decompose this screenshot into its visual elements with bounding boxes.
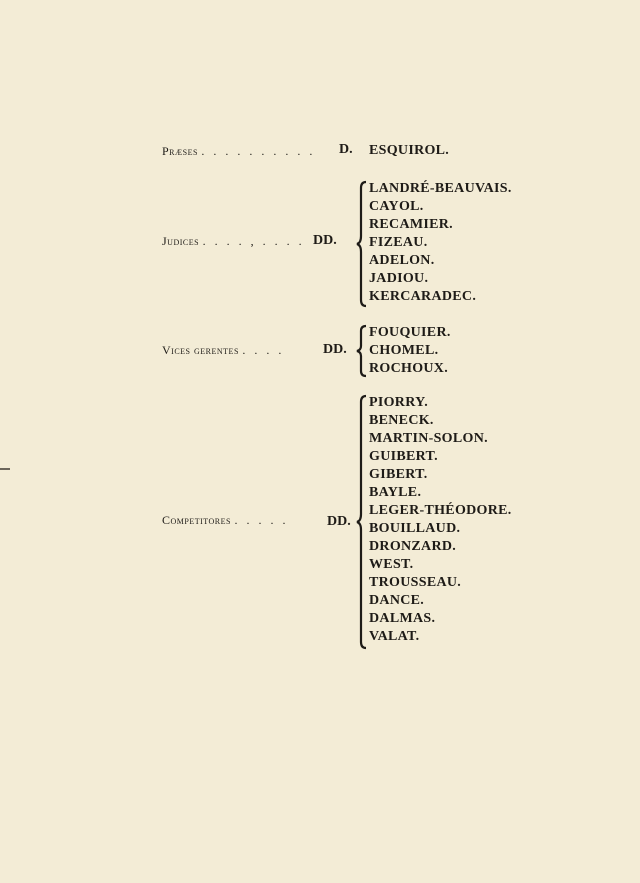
margin-mark [0,468,10,470]
vices-gerentes-label-text: Vices gerentes [162,343,239,357]
competitores-brace [356,394,368,650]
praeses-label [162,144,315,159]
competitores-name: LEGER-THÉODORE. [369,503,512,518]
competitores-name: PIORRY. [369,395,429,410]
competitores-names [369,394,512,646]
competitores-name: TROUSSEAU. [369,575,462,590]
judices-name: CAYOL. [369,199,424,214]
praeses-dots: . . . . . . . . . . [201,144,316,158]
judices-name: ADELON. [369,253,435,268]
judices-name: FIZEAU. [369,235,428,250]
competitores-dots: . . . . . [234,513,289,527]
vices-gerentes-brace [356,324,368,378]
competitores-name: GUIBERT. [369,449,438,464]
vices-gerentes-dots: . . . . [242,343,285,357]
praeses-name-block [369,142,449,160]
judices-name: LANDRÉ-BEAUVAIS. [369,181,512,196]
judices-brace [356,180,368,308]
competitores-name: BENECK. [369,413,434,428]
competitores-name: DALMAS. [369,611,436,626]
competitores-name: WEST. [369,557,414,572]
competitores-name: MARTIN-SOLON. [369,431,488,446]
competitores-dd: DD. [327,514,351,529]
judices-name: JADIOU. [369,271,429,286]
vices-gerentes-name: CHOMEL. [369,343,439,358]
competitores-name: BAYLE. [369,485,422,500]
competitores-label-text: Competitores [162,513,231,527]
vices-gerentes-label [162,343,284,358]
competitores-name: DRONZARD. [369,539,457,554]
competitores-name: BOUILLAUD. [369,521,461,536]
judices-name: RECAMIER. [369,217,453,232]
competitores-name: VALAT. [369,629,420,644]
vices-gerentes-dd: DD. [323,342,347,357]
competitores-name: GIBERT. [369,467,428,482]
competitores-name: DANCE. [369,593,425,608]
praeses-dd: D. [339,142,353,157]
judices-dd: DD. [313,233,337,248]
competitores-label [162,513,288,528]
praeses-name: ESQUIROL. [369,143,450,158]
vices-gerentes-name: ROCHOUX. [369,361,449,376]
judices-names [369,180,512,306]
vices-gerentes-name: FOUQUIER. [369,325,451,340]
judices-label [162,234,305,249]
judices-label-text: Judices [162,234,200,248]
judices-name: KERCARADEC. [369,289,477,304]
judices-dots: . . . . , . . . . [202,234,305,248]
praeses-label-text: Præses [162,144,198,158]
vices-gerentes-names [369,324,451,378]
